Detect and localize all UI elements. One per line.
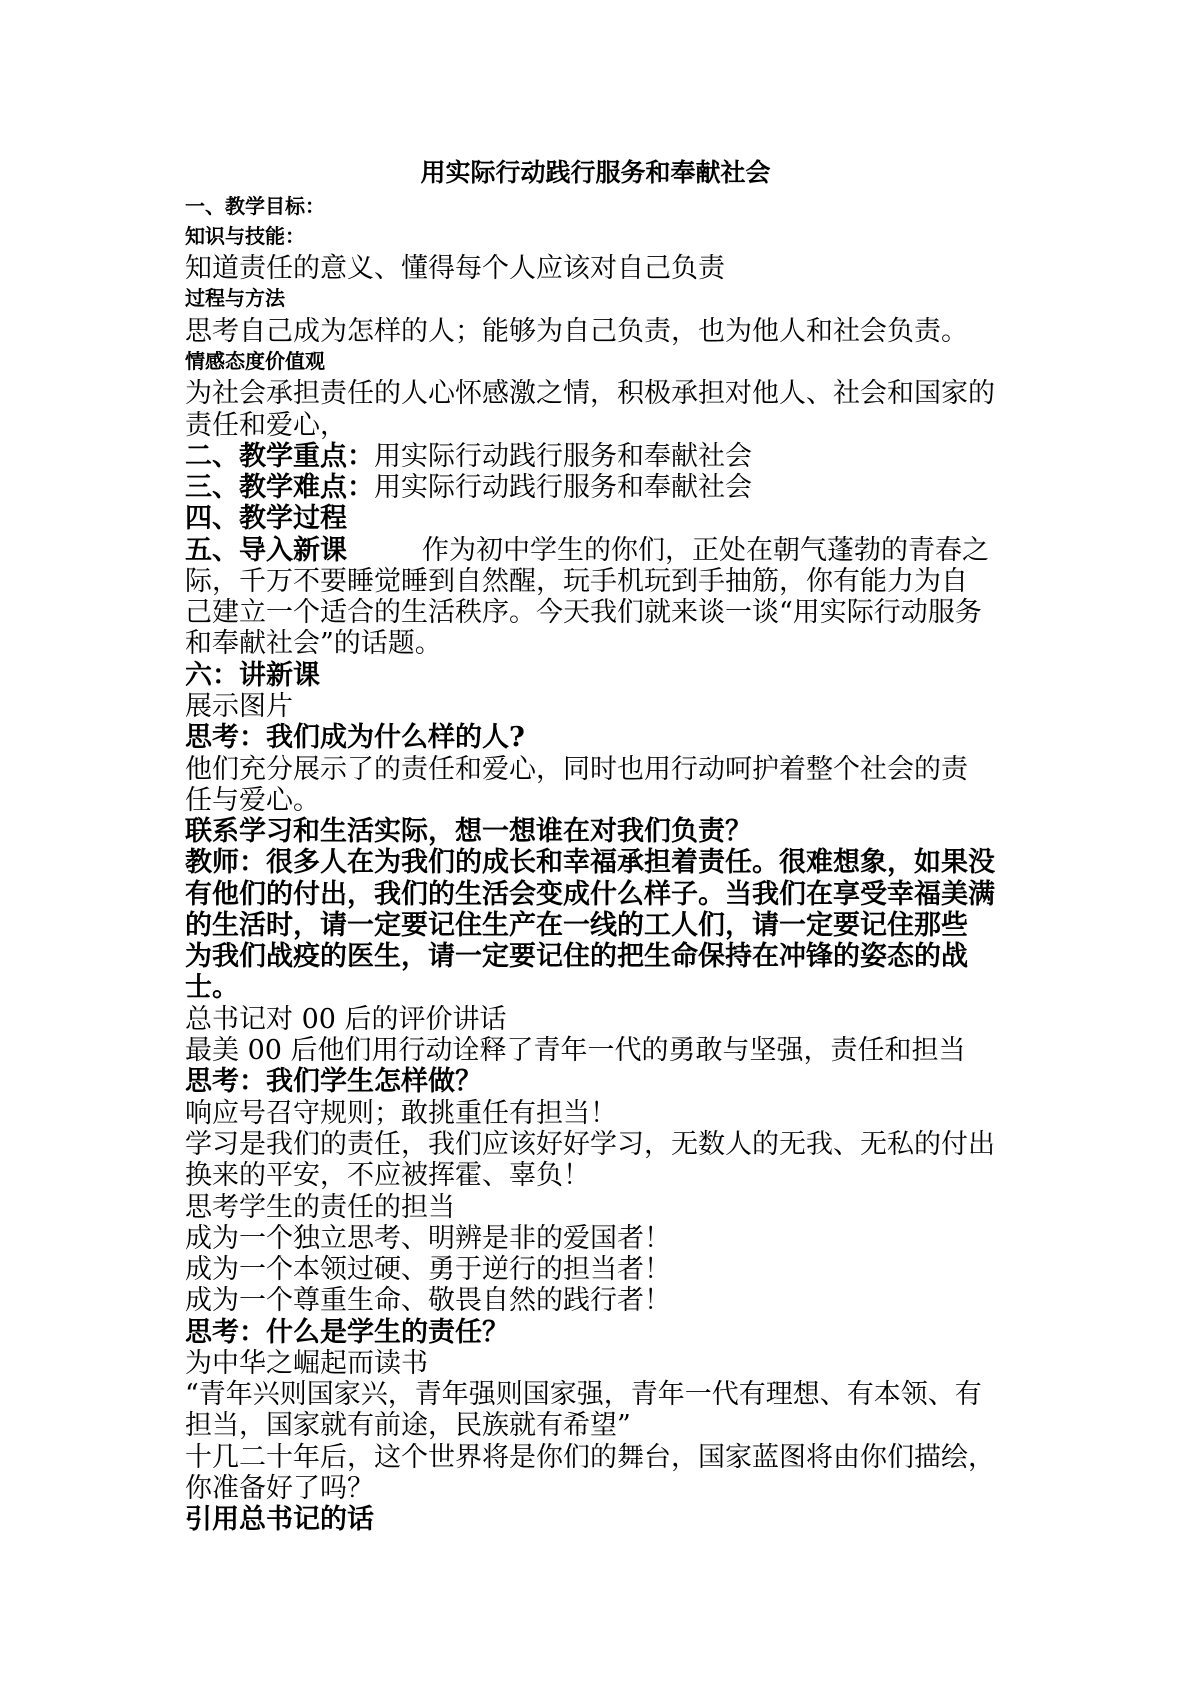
question-heading: 联系学习和生活实际，想一想谁在对我们负责？: [185, 816, 752, 847]
intro-line: [185, 537, 989, 564]
objectives-heading: 一、教学目标：: [185, 194, 325, 218]
page-title: 用实际行动践行服务和奉献社会: [420, 158, 771, 187]
key-point-label: 二、教学重点：: [185, 441, 374, 472]
paragraph-line: 你准备好了吗？: [185, 1473, 374, 1504]
paragraph-line: 成为一个本领过硬、勇于逆行的担当者！: [185, 1254, 671, 1285]
teacher-line: 的生活时，请一定要记住生产在一线的工人们，请一定要记住那些: [185, 910, 968, 941]
emotion-heading: 情感态度价值观: [185, 349, 325, 373]
paragraph-line: 他们充分展示了的责任和爱心，同时也用行动呵护着整个社会的责: [185, 754, 968, 785]
paragraph-line: 学习是我们的责任，我们应该好好学习，无数人的无我、无私的付出: [185, 1129, 995, 1160]
teacher-line: 教师：很多人在为我们的成长和幸福承担着责任。很难想象，如果没: [185, 847, 995, 878]
process-method-heading: 过程与方法: [185, 286, 285, 310]
quote-line: 担当，国家就有前途，民族就有希望”: [185, 1410, 631, 1441]
show-images-text: 展示图片: [185, 691, 293, 722]
paragraph-line: 成为一个独立思考、明辨是非的爱国者！: [185, 1223, 671, 1254]
key-point: [185, 443, 752, 470]
question-heading: 思考：我们成为什么样的人?: [185, 722, 525, 753]
paragraph-line: 总书记对 00 后的评价讲话: [185, 1004, 507, 1035]
lecture-heading: 六：讲新课: [185, 660, 320, 691]
difficult-point: [185, 474, 752, 501]
difficult-point-text: 用实际行动践行服务和奉献社会: [374, 472, 752, 503]
question-heading: 思考：什么是学生的责任？: [185, 1317, 509, 1348]
paragraph-line: 任与爱心。: [185, 785, 320, 816]
teacher-line: 有他们的付出，我们的生活会变成什么样子。当我们在享受幸福美满: [185, 879, 995, 910]
intro-line: 和奉献社会”的话题。: [185, 628, 442, 659]
process-method-text: 思考自己成为怎样的人；能够为自己负责，也为他人和社会负责。: [185, 316, 968, 347]
emotion-text-line: 为社会承担责任的人心怀感激之情，积极承担对他人、社会和国家的: [185, 378, 995, 409]
emotion-text-line: 责任和爱心，: [185, 410, 347, 441]
paragraph-line: 成为一个尊重生命、敬畏自然的践行者！: [185, 1285, 671, 1316]
knowledge-text: 知道责任的意义、懂得每个人应该对自己负责: [185, 253, 725, 284]
question-heading: 思考：我们学生怎样做？: [185, 1066, 482, 1097]
intro-line: 际，千万不要睡觉睡到自然醒，玩手机玩到手抽筋，你有能力为自: [185, 566, 968, 597]
teacher-line: 士。: [185, 972, 239, 1003]
paragraph-line: 最美 00 后他们用行动诠释了青年一代的勇敢与坚强，责任和担当: [185, 1035, 966, 1066]
paragraph-line: 思考学生的责任的担当: [185, 1192, 455, 1223]
paragraph-line: 为中华之崛起而读书: [185, 1348, 428, 1379]
teacher-line: 为我们战疫的医生，请一定要记住的把生命保持在冲锋的姿态的战: [185, 941, 968, 972]
paragraph-line: 响应号召守规则；敢挑重任有担当！: [185, 1098, 617, 1129]
cite-heading: 引用总书记的话: [185, 1504, 374, 1535]
paragraph-line: 十几二十年后，这个世界将是你们的舞台，国家蓝图将由你们描绘，: [185, 1442, 995, 1473]
intro-label: 五、导入新课: [185, 535, 347, 566]
intro-line: 己建立一个适合的生活秩序。今天我们就来谈一谈“用实际行动服务: [185, 597, 982, 628]
key-point-text: 用实际行动践行服务和奉献社会: [374, 441, 752, 472]
quote-line: “青年兴则国家兴，青年强则国家强，青年一代有理想、有本领、有: [185, 1379, 982, 1410]
difficult-point-label: 三、教学难点：: [185, 472, 374, 503]
intro-text: 作为初中学生的你们，正处在朝气蓬勃的青春之: [422, 535, 989, 566]
knowledge-heading: 知识与技能：: [185, 224, 305, 248]
paragraph-line: 换来的平安，不应被挥霍、辜负！: [185, 1160, 590, 1191]
teaching-process-heading: 四、教学过程: [185, 503, 347, 534]
